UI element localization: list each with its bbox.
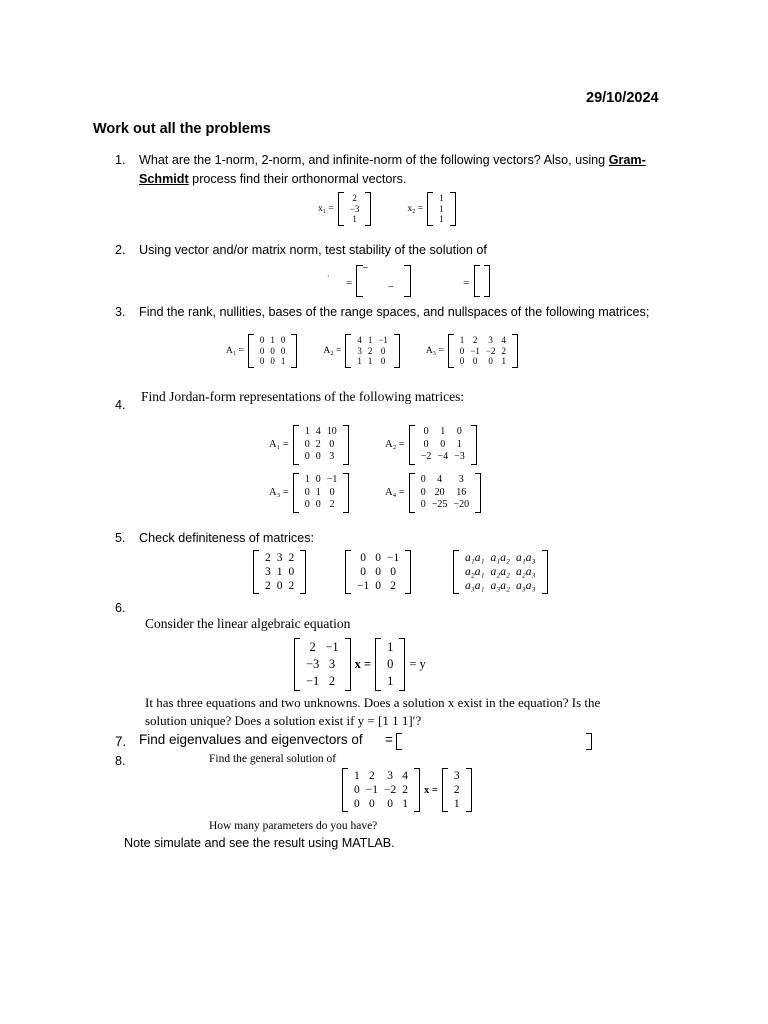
problem-7-number: 7. bbox=[115, 734, 127, 749]
problem-3-number: 3. bbox=[115, 305, 126, 319]
definiteness-matrix-1 bbox=[253, 550, 306, 594]
jordan-matrix-A1 bbox=[269, 425, 349, 465]
jordan-A2-values: 0 1 0 0 0 1 −2 −4 −3 bbox=[409, 425, 477, 465]
definiteness-matrix-1-values: 2 3 2 3 1 0 2 0 2 bbox=[253, 550, 306, 594]
problem-6-question-2: solution unique? Does a solution exist if y = [1 1 1]′? bbox=[145, 713, 422, 728]
matrix-A3: 1 2 3 4 0 −1 −2 2 0 0 0 1 bbox=[448, 334, 518, 368]
gram-schmidt-term: Gram-Schmidt bbox=[139, 153, 646, 186]
problem-7-eq: = bbox=[385, 732, 393, 747]
problem-1-number: 1. bbox=[115, 153, 126, 167]
problem-6-rhs-vector: 1 0 1 bbox=[375, 638, 405, 691]
problem-5-number: 5. bbox=[115, 531, 126, 545]
definiteness-matrix-2-values: 0 0 −1 0 0 0 −1 0 2 bbox=[345, 550, 411, 594]
jordan-matrix-A2 bbox=[385, 425, 477, 465]
problem-4-text: Find Jordan-form representations of the following matrices: bbox=[141, 389, 465, 404]
vector-x1: 2 −3 1 bbox=[338, 192, 372, 226]
problem-8-text: Find the general solution of bbox=[209, 753, 337, 765]
problem-7-text: Find eigenvalues and eigenvectors of bbox=[139, 732, 363, 747]
A3-label: A₃ = bbox=[425, 345, 444, 356]
jordan-A4-label: A₄ = bbox=[385, 487, 405, 499]
x1-label: x₁ = bbox=[318, 203, 334, 214]
jordan-A1-values: 1 4 10 0 2 0 0 0 3 bbox=[293, 425, 349, 465]
problem-8-number: 8. bbox=[115, 754, 126, 768]
matrix-A1: 0 1 0 0 0 0 0 0 1 bbox=[248, 334, 298, 368]
problem-2-minus-2: − bbox=[388, 281, 395, 293]
x2-label: x₂ = bbox=[407, 203, 424, 214]
A1-label: A₁ = bbox=[226, 345, 244, 356]
problem-1-text bbox=[139, 151, 679, 189]
problem-2-eq-1: = bbox=[346, 277, 353, 289]
problem-1-text-b: process find their orthonormal vectors. bbox=[188, 172, 407, 186]
problem-3-text: Find the rank, nullities, bases of the range spaces, and nullspaces of the following matrices; bbox=[139, 305, 650, 319]
date: 29/10/2024 bbox=[586, 90, 659, 106]
jordan-A1-label: A₁ = bbox=[269, 439, 289, 451]
definiteness-matrix-3-values: a₁a₁ a₁a₂ a₁a₃ a₂a₁ a₂a₂ a₂a₃ a₃a₁ a₃a₂ a₃a₃ bbox=[453, 550, 548, 594]
jordan-matrix-A3 bbox=[269, 473, 349, 513]
vector-x2: 1 1 1 bbox=[427, 192, 456, 226]
jordan-A3-values: 1 0 −1 0 1 0 0 0 2 bbox=[293, 473, 350, 513]
problem-6-coefficient-matrix: 2 −1 −3 3 −1 2 bbox=[294, 638, 351, 691]
problem-6-equation bbox=[294, 638, 426, 691]
problem-6-eq-y: = y bbox=[409, 657, 426, 671]
A2-label: A₂ = bbox=[323, 345, 342, 356]
problem-6-x-eq: x = bbox=[354, 657, 372, 671]
problem-1-vectors bbox=[318, 192, 456, 226]
problem-7-right-bracket bbox=[586, 733, 592, 750]
definiteness-matrix-3 bbox=[453, 550, 548, 594]
jordan-A4-values: 0 4 3 0 20 16 0 −25 −20 bbox=[409, 473, 481, 513]
matrix-A2: 4 1 −1 3 2 0 1 1 0 bbox=[345, 334, 400, 368]
problem-2-left-bracket-2 bbox=[474, 265, 480, 297]
problem-2-dot: · bbox=[327, 272, 330, 281]
problem-2-text: Using vector and/or matrix norm, test stability of the solution of bbox=[139, 243, 487, 257]
jordan-matrix-A4 bbox=[385, 473, 481, 513]
problem-5-text: Check definiteness of matrices: bbox=[139, 531, 314, 545]
problem-2-right-bracket-2 bbox=[484, 265, 490, 297]
problem-1-text-a: What are the 1-norm, 2-norm, and infinite-norm of the following vectors? Also, using bbox=[139, 153, 609, 167]
matlab-note: Note simulate and see the result using MATLAB. bbox=[124, 836, 395, 850]
problem-8-rhs-vector: 3 2 1 bbox=[442, 768, 472, 812]
jordan-A2-label: A₂ = bbox=[385, 439, 405, 451]
problem-8-question: How many parameters do you have? bbox=[209, 820, 378, 832]
problem-4-number: 4. bbox=[115, 398, 126, 412]
problem-2-number: 2. bbox=[115, 243, 126, 257]
page-title: Work out all the problems bbox=[93, 121, 271, 137]
problem-6-question-1: It has three equations and two unknowns. Does a solution x exist in the equation? Is the bbox=[145, 695, 601, 710]
definiteness-matrix-2 bbox=[345, 550, 411, 594]
problem-6-text: Consider the linear algebraic equation bbox=[145, 616, 351, 631]
problem-7-left-bracket bbox=[396, 733, 402, 750]
problem-6-number: 6. bbox=[115, 601, 126, 615]
problem-2-minus-1: − bbox=[362, 262, 369, 274]
jordan-A3-label: A₃ = bbox=[269, 487, 289, 499]
problem-8-equation bbox=[342, 768, 472, 812]
problem-8-coefficient-matrix: 1 2 3 4 0 −1 −2 2 0 0 0 1 bbox=[342, 768, 420, 812]
problem-2-right-bracket-1 bbox=[404, 265, 411, 297]
problem-3-matrices bbox=[226, 334, 518, 368]
problem-2-eq-2: = bbox=[463, 277, 470, 289]
problem-8-x-eq: x = bbox=[424, 784, 438, 796]
